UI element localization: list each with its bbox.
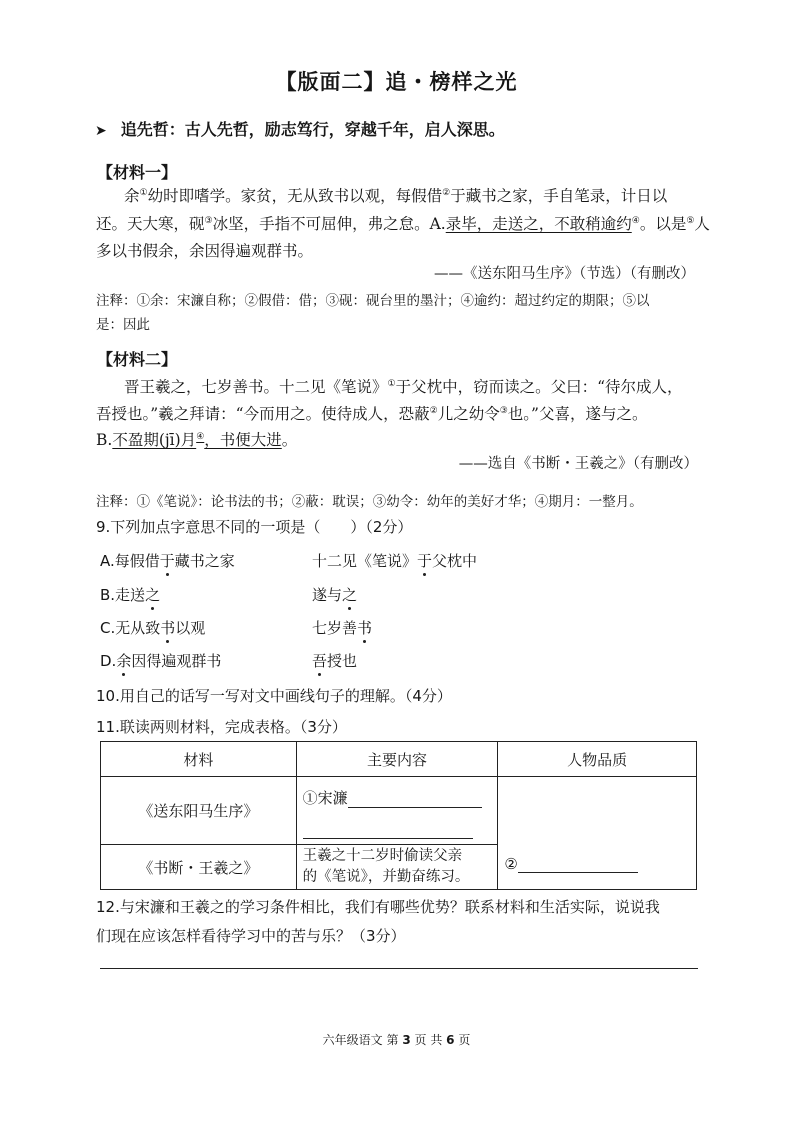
text-run: 藏书之家 xyxy=(174,552,235,570)
question-9-stem: 9.下列加点字意思不同的一项是（ ）（2分） xyxy=(96,518,413,536)
text-run: A.每假借 xyxy=(100,552,160,570)
underlined-sentence-b: 不盈期(jī)月 xyxy=(112,431,197,449)
text-run: 于父枕中，窃而读之。父曰：“待尔成人， xyxy=(395,378,683,396)
footnote-marker: ② xyxy=(442,187,451,198)
material2-line2 xyxy=(96,402,647,424)
table-cell-material-1: 《送东阳马生序》 xyxy=(101,777,297,845)
material1-line2 xyxy=(96,212,710,234)
text-run: 。 xyxy=(281,431,298,449)
dotted-char: 于 xyxy=(417,552,433,570)
footnote-marker: ① xyxy=(387,378,396,389)
q9-option-c-left xyxy=(100,617,205,638)
answer-blank-1[interactable] xyxy=(348,791,482,808)
footer-page-total: 6 xyxy=(446,1033,455,1047)
material2-line1 xyxy=(124,375,683,397)
dotted-char: 之 xyxy=(145,586,161,604)
dotted-char: 书 xyxy=(160,619,176,637)
q9-option-d-right xyxy=(312,650,357,671)
question-12-line2: 们现在应该怎样看待学习中的苦与乐？（3分） xyxy=(96,927,406,945)
material1-note-line1: 注释：①余：宋濂自称；②假借：借；③砚：砚台里的墨汁；④逾约：超过约定的期限；⑤以 xyxy=(96,293,650,309)
footer-text: 页 xyxy=(458,1033,471,1047)
text-run: 父枕中 xyxy=(432,552,478,570)
content-2-line1: 王羲之十二岁时偷读父亲 xyxy=(302,848,463,864)
dotted-char: 吾 xyxy=(312,652,328,670)
page-title: 【版面二】追・榜样之光 xyxy=(275,70,518,94)
dotted-char: 之 xyxy=(342,586,358,604)
footnote-marker: ③ xyxy=(204,215,213,226)
underlined-sentence-b-cont: ，书便大进 xyxy=(204,431,282,449)
text-run: 因得遍观群书 xyxy=(131,652,222,670)
text-run: 十二见《笔说》 xyxy=(312,552,418,570)
content-1-label: ①宋濂 xyxy=(302,789,348,807)
text-run: 余 xyxy=(124,187,140,205)
page-footer xyxy=(0,1031,793,1048)
q9-option-d-left xyxy=(100,650,221,671)
material1-line3: 多以书假余，余因得遍观群书。 xyxy=(96,242,314,260)
text-run: 幼时即嗜学。家贫，无从致书以观，每假借 xyxy=(147,187,443,205)
q9-option-b-right xyxy=(312,584,357,605)
footnote-marker: ③ xyxy=(499,405,508,416)
table-header-quality: 人物品质 xyxy=(498,742,697,777)
text-run: B. xyxy=(96,431,113,449)
material2-note: 注释：①《笔说》：论书法的书；②蔽：耽误；③幼令：幼年的美好才华；④期月：一整月。 xyxy=(96,494,643,510)
footnote-marker: ① xyxy=(139,187,148,198)
dotted-char: 余 xyxy=(116,652,132,670)
answer-line[interactable] xyxy=(100,968,698,969)
table-cell-content-2 xyxy=(296,845,498,890)
text-run: 人 xyxy=(694,215,710,233)
question-10-stem: 10.用自己的话写一写对文中画线句子的理解。（4分） xyxy=(96,687,452,705)
material2-line3 xyxy=(96,428,297,450)
material2-heading: 【材料二】 xyxy=(97,350,178,369)
table-cell-quality xyxy=(498,777,697,890)
quality-row xyxy=(504,855,637,873)
text-run: B.走送 xyxy=(100,586,146,604)
q9-option-a-right xyxy=(312,550,477,571)
text-run: 授也 xyxy=(327,652,358,670)
dotted-char: 书 xyxy=(357,619,373,637)
text-run: 遂与 xyxy=(312,586,343,604)
table-header-content: 主要内容 xyxy=(296,742,498,777)
text-run: 七岁善 xyxy=(312,619,358,637)
text-run: 吾授也。”羲之拜请：“今而用之。使待成人，恐蔽 xyxy=(96,405,430,423)
text-run: 冰坚，手指不可屈伸，弗之怠。A. xyxy=(212,215,446,233)
table-cell-content-1 xyxy=(296,777,498,845)
material2-source: ——选自《书断・王羲之》（有删改） xyxy=(458,456,698,472)
section-intro xyxy=(95,117,505,140)
text-run: 于藏书之家，手自笔录，计日以 xyxy=(450,187,668,205)
material1-line1 xyxy=(124,184,667,206)
footer-text: 页 共 xyxy=(414,1033,443,1047)
content-1-row2 xyxy=(303,821,473,839)
text-run: D. xyxy=(100,652,117,670)
question-12-line1: 12.与宋濂和王羲之的学习条件相比，我们有哪些优势？联系材料和生活实际，说说我 xyxy=(96,898,660,916)
dotted-char: 于 xyxy=(159,552,175,570)
table-cell-material-2: 《书断・王羲之》 xyxy=(101,845,297,890)
text-run: 儿之幼令 xyxy=(437,405,500,423)
footnote-marker: ② xyxy=(429,405,438,416)
answer-blank-2[interactable] xyxy=(518,856,638,873)
table-header-material: 材料 xyxy=(101,742,297,777)
text-run: C.无从致 xyxy=(100,619,161,637)
material1-heading: 【材料一】 xyxy=(97,163,178,182)
question-11-stem: 11.联读两则材料，完成表格。（3分） xyxy=(96,718,347,736)
text-run: 也。”父喜，遂与之。 xyxy=(507,405,648,423)
text-run: 还。天大寒，砚 xyxy=(96,215,205,233)
question-11-table xyxy=(100,741,697,890)
material1-source: ——《送东阳马生序》（节选）（有删改） xyxy=(434,266,695,282)
content-1-row xyxy=(303,787,482,808)
q9-option-b-left xyxy=(100,584,160,605)
text-run: 晋王羲之，七岁善书。十二见《笔说》 xyxy=(124,378,388,396)
footnote-marker: ⑤ xyxy=(686,215,695,226)
content-2-line2: 的《笔说》，并勤奋练习。 xyxy=(302,869,470,885)
text-run: 以观 xyxy=(175,619,206,637)
footer-page-current: 3 xyxy=(402,1033,411,1047)
underlined-sentence-a: 录毕，走送之，不敢稍逾约 xyxy=(445,215,632,233)
answer-blank-1b[interactable] xyxy=(303,822,473,839)
intro-text: 追先哲：古人先哲，励志笃行，穿越千年，启人深思。 xyxy=(120,120,505,139)
arrow-bullet-icon: ➤ xyxy=(95,123,107,139)
footer-subject: 六年级语文 xyxy=(322,1033,383,1047)
text-run: 。以是 xyxy=(639,215,687,233)
q9-option-c-right xyxy=(312,617,372,638)
footnote-marker: ④ xyxy=(196,431,205,442)
footnote-marker: ④ xyxy=(631,215,640,226)
quality-label: ② xyxy=(504,855,518,873)
q9-option-a-left xyxy=(100,550,235,571)
material1-note-line2: 是：因此 xyxy=(96,317,150,333)
footer-text: 第 xyxy=(386,1033,399,1047)
